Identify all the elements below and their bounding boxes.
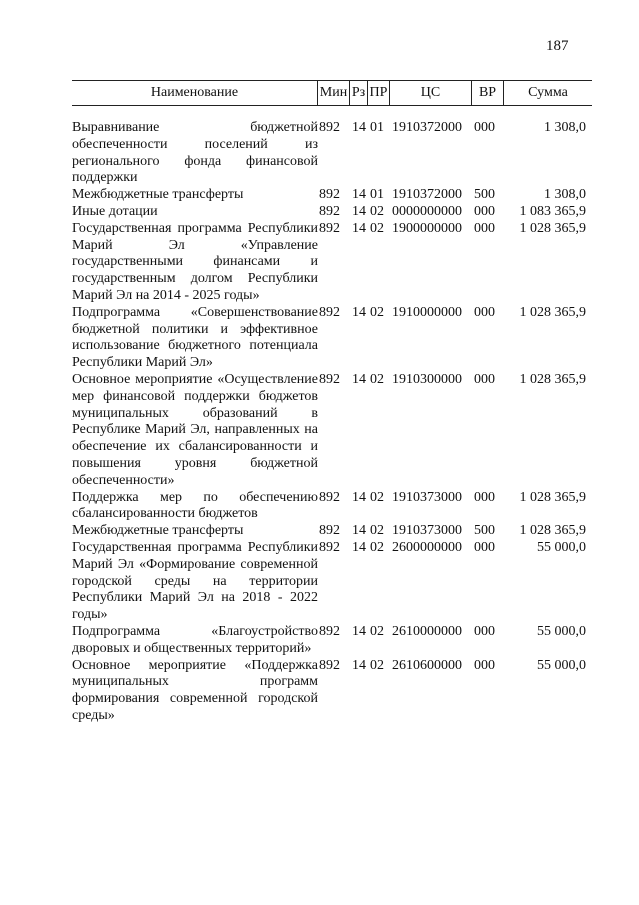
row-cs: 1910000000 (392, 304, 462, 320)
row-pr: 01 (370, 187, 384, 203)
row-sum: 1 028 365,9 (519, 523, 586, 539)
row-name: Основное мероприятие «Осуществление мер финансовой поддержки бюджетов муниципальных образований в Республике Марий Эл, направленных на обеспечение их сбалансированности и повышения уровня бюджетной обеспеченности» (72, 371, 318, 488)
row-cs: 1900000000 (392, 220, 462, 236)
table-row (72, 187, 592, 204)
row-pr: 02 (370, 623, 384, 639)
table-row (72, 305, 592, 372)
row-min: 892 (319, 371, 340, 387)
table-row (72, 523, 592, 540)
row-cs: 0000000000 (392, 203, 462, 219)
row-sum: 55 000,0 (537, 657, 586, 673)
row-rz: 14 (352, 489, 366, 505)
row-sum: 55 000,0 (537, 623, 586, 639)
row-pr: 02 (370, 489, 384, 505)
row-cs: 1910373000 (392, 523, 462, 539)
row-sum: 1 083 365,9 (519, 203, 586, 219)
row-rz: 14 (352, 371, 366, 387)
row-vr: 000 (474, 220, 495, 236)
row-min: 892 (319, 304, 340, 320)
row-name: Основное мероприятие «Поддержка муниципальных программ формирования современной городской среды» (72, 657, 318, 723)
row-min: 892 (319, 523, 340, 539)
row-rz: 14 (352, 523, 366, 539)
row-rz: 14 (352, 220, 366, 236)
table-row (72, 658, 592, 725)
row-name: Государственная программа Республики Марий Эл «Формирование современной городской среды на территории Республики Марий Эл на 2018 - 2022 годы» (72, 539, 318, 623)
row-name: Поддержка мер по обеспечению сбалансированности бюджетов (72, 489, 318, 522)
row-name: Межбюджетные трансферты (72, 523, 244, 539)
page-number: 187 (546, 38, 569, 54)
row-sum: 1 308,0 (544, 187, 586, 203)
header-pr: ПР (368, 81, 390, 105)
row-min: 892 (319, 623, 340, 639)
row-min: 892 (319, 203, 340, 219)
row-vr: 000 (474, 489, 495, 505)
row-pr: 02 (370, 371, 384, 387)
row-cs: 1910372000 (392, 187, 462, 203)
row-name: Выравнивание бюджетной обеспеченности поселений из регионального фонда финансовой поддержки (72, 120, 318, 186)
row-pr: 02 (370, 523, 384, 539)
row-rz: 14 (352, 539, 366, 555)
row-min: 892 (319, 220, 340, 236)
row-sum: 1 308,0 (544, 120, 586, 135)
row-pr: 01 (370, 120, 384, 135)
row-cs: 1910373000 (392, 489, 462, 505)
row-name: Подпрограмма «Совершенствование бюджетной политики и эффективное использование бюджетного потенциала Республики Марий Эл» (72, 304, 318, 371)
table-row (72, 120, 592, 187)
header-cs: ЦС (390, 81, 472, 105)
row-sum: 1 028 365,9 (519, 304, 586, 320)
header-min: Мин (318, 81, 350, 105)
table-header (72, 80, 592, 106)
row-pr: 02 (370, 304, 384, 320)
row-vr: 000 (474, 203, 495, 219)
table-row (72, 540, 592, 624)
row-sum: 55 000,0 (537, 539, 586, 555)
row-vr: 000 (474, 120, 495, 135)
row-min: 892 (319, 187, 340, 203)
table-row (72, 624, 592, 658)
table-row (72, 204, 592, 221)
row-rz: 14 (352, 120, 366, 135)
row-cs: 1910300000 (392, 371, 462, 387)
table-row (72, 372, 592, 490)
row-rz: 14 (352, 623, 366, 639)
table-row (72, 490, 592, 524)
table-row (72, 221, 592, 305)
row-name: Подпрограмма «Благоустройство дворовых и общественных территорий» (72, 623, 318, 656)
row-sum: 1 028 365,9 (519, 371, 586, 387)
row-pr: 02 (370, 657, 384, 673)
header-vr: ВР (472, 81, 504, 105)
row-rz: 14 (352, 657, 366, 673)
row-min: 892 (319, 539, 340, 555)
row-vr: 000 (474, 539, 495, 555)
row-vr: 000 (474, 657, 495, 673)
row-name: Межбюджетные трансферты (72, 187, 244, 203)
table-body (72, 120, 592, 725)
row-sum: 1 028 365,9 (519, 489, 586, 505)
row-vr: 500 (474, 187, 495, 203)
row-min: 892 (319, 120, 340, 135)
row-cs: 2600000000 (392, 539, 462, 555)
row-rz: 14 (352, 187, 366, 203)
row-rz: 14 (352, 203, 366, 219)
header-sum: Сумма (528, 85, 568, 100)
row-sum: 1 028 365,9 (519, 220, 586, 236)
header-name: Наименование (72, 81, 318, 105)
row-cs: 1910372000 (392, 120, 462, 135)
row-vr: 000 (474, 623, 495, 639)
row-cs: 2610000000 (392, 623, 462, 639)
row-name: Государственная программа Республики Марий Эл «Управление государственными финансами и государственным долгом Республики Марий Эл на 2014 - 2025 годы» (72, 220, 318, 303)
row-pr: 02 (370, 203, 384, 219)
row-pr: 02 (370, 220, 384, 236)
row-vr: 000 (474, 371, 495, 387)
row-pr: 02 (370, 539, 384, 555)
row-min: 892 (319, 657, 340, 673)
row-rz: 14 (352, 304, 366, 320)
row-cs: 2610600000 (392, 657, 462, 673)
row-vr: 500 (474, 523, 495, 539)
row-min: 892 (319, 489, 340, 505)
row-vr: 000 (474, 304, 495, 320)
header-rz: Рз (350, 81, 368, 105)
row-name: Иные дотации (72, 203, 158, 219)
